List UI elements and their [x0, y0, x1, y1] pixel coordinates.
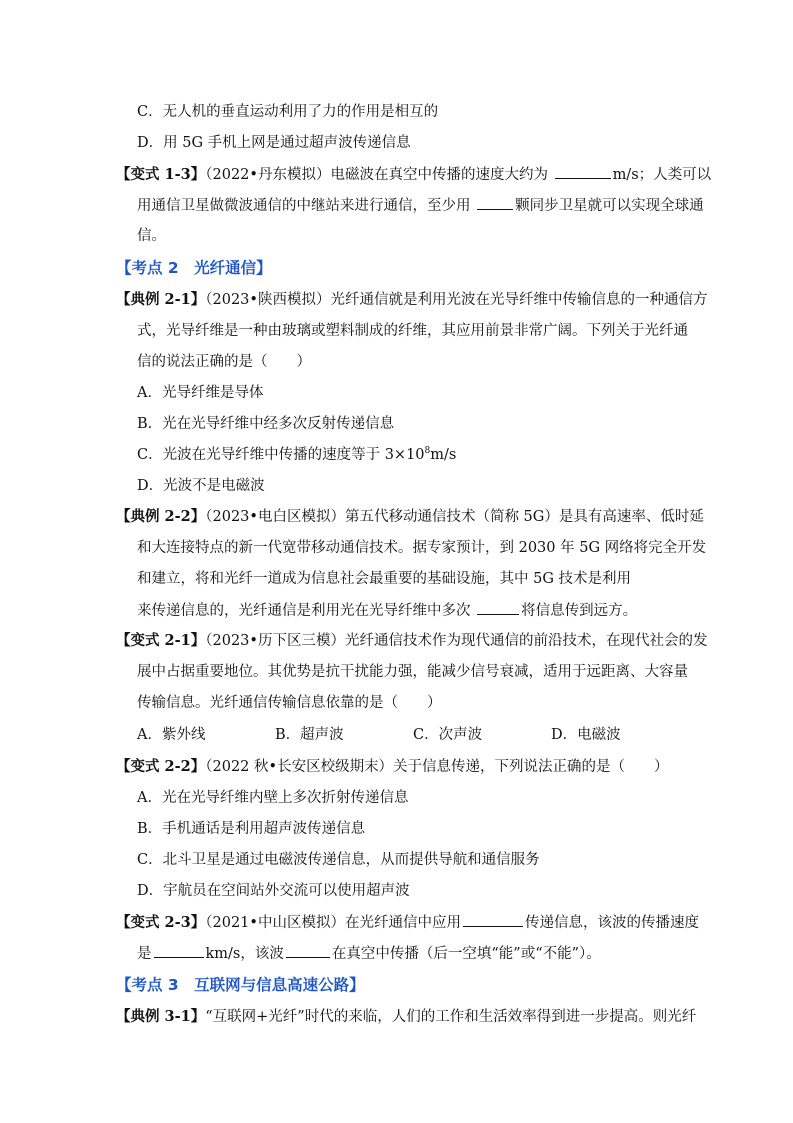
choice-c: C．次声波 — [413, 727, 483, 743]
answer-blank — [555, 164, 611, 179]
example-2-1-line-2: 式，光导纤维是一种由玻璃或塑料制成的纤维，其应用前景非常广阔。下列关于光纤通 — [137, 323, 688, 339]
variant-tag: 【变式 1-3】 — [116, 166, 206, 183]
example-2-2-line-3: 和建立，将和光纤一道成为信息社会最重要的基础设施，其中 5G 技术是利用 — [137, 571, 632, 587]
example-2-2-line-2: 和大连接特点的新一代宽带移动通信技术。据专家预计，到 2030 年 5G 网络将完全开发 — [137, 540, 707, 556]
answer-blank — [477, 195, 513, 210]
variant-2-2-option-a: A．光在光导纤维内壁上多次折射传递信息 — [137, 790, 409, 806]
example-2-1-option-b: B．光在光导纤维中经多次反射传递信息 — [137, 416, 395, 432]
choice-d: D．电磁波 — [551, 727, 621, 743]
variant-2-2-option-c: C．北斗卫星是通过电磁波传递信息，从而提供导航和通信服务 — [137, 852, 540, 868]
topic-2-heading: 【考点 2 光纤通信】 — [116, 259, 272, 277]
answer-blank — [477, 600, 519, 615]
option-d-line: D．用 5G 手机上网是通过超声波传递信息 — [137, 135, 411, 151]
example-2-1-line-3: 信的说法正确的是（ ） — [137, 354, 311, 370]
variant-2-2-option-d: D．宇航员在空间站外交流可以使用超声波 — [137, 883, 410, 899]
answer-blank — [154, 943, 204, 958]
answer-blank — [463, 912, 523, 927]
answer-blank — [286, 943, 330, 958]
example-3-1-line-1: 【典例 3-1】“互联网+光纤”时代的来临，人们的工作和生活效率得到进一步提高。则光纤 — [116, 1008, 697, 1025]
variant-2-3-line-1: 【变式 2-3】（2021•中山区模拟）在光纤通信中应用 传递信息，该波的传播速度 — [116, 914, 699, 931]
variant-1-3-line-1: 【变式 1-3】（2022•丹东模拟）电磁波在真空中传播的速度大约为 m/s；人类可以 — [116, 166, 712, 183]
choice-a: A．紫外线 — [137, 727, 206, 743]
variant-2-1-line-2: 展中占据重要地位。其优势是抗干扰能力强，能减少信号衰减，适用于远距离、大容量 — [137, 664, 688, 680]
example-tag: 【典例 2-1】 — [116, 291, 206, 308]
example-2-1-line-1: 【典例 2-1】（2023•陕西模拟）光纤通信就是利用光波在光导纤维中传输信息的一种通信方 — [116, 291, 708, 308]
variant-tag: 【变式 2-2】 — [116, 758, 206, 775]
example-2-2-line-4: 来传递信息的，光纤通信是利用光在光导纤维中多次 将信息传到远方。 — [0, 600, 793, 621]
option-c-line: C．无人机的垂直运动利用了力的作用是相互的 — [137, 104, 439, 120]
example-tag: 【典例 3-1】 — [116, 1008, 206, 1025]
variant-2-1-line-1: 【变式 2-1】（2023•历下区三模）光纤通信技术作为现代通信的前沿技术，在现代社会的发 — [116, 632, 708, 649]
variant-tag: 【变式 2-3】 — [116, 914, 206, 931]
variant-2-2-option-b: B．手机通话是利用超声波传递信息 — [137, 821, 366, 837]
variant-1-3-line-3: 信。 — [137, 228, 166, 244]
variant-tag: 【变式 2-1】 — [116, 632, 206, 649]
example-tag: 【典例 2-2】 — [116, 508, 206, 525]
example-2-1-option-d: D．光波不是电磁波 — [137, 478, 265, 494]
example-2-2-line-1: 【典例 2-2】（2023•电白区模拟）第五代移动通信技术（简称 5G）是具有高速率、低时延 — [116, 508, 704, 525]
variant-2-1-line-3: 传输信息。光纤通信传输信息依靠的是（ ） — [137, 695, 442, 711]
variant-1-3-line-2: 用通信卫星做微波通信的中继站来进行通信，至少用 颗同步卫星就可以实现全球通 — [0, 195, 793, 216]
choice-b: B．超声波 — [275, 727, 344, 743]
variant-2-3-line-2: 是 km/s，该波 在真空中传播（后一空填“能”或“不能”）。 — [0, 943, 793, 964]
topic-3-heading: 【考点 3 互联网与信息高速公路】 — [116, 976, 365, 994]
example-2-1-option-c: C．光波在光导纤维中传播的速度等于 $3\times 10^8m/s$ — [137, 446, 457, 463]
variant-2-2-line-1: 【变式 2-2】（2022 秋•长安区校级期末）关于信息传递，下列说法正确的是（ ） — [116, 758, 669, 775]
example-2-1-option-a: A．光导纤维是导体 — [137, 385, 264, 401]
